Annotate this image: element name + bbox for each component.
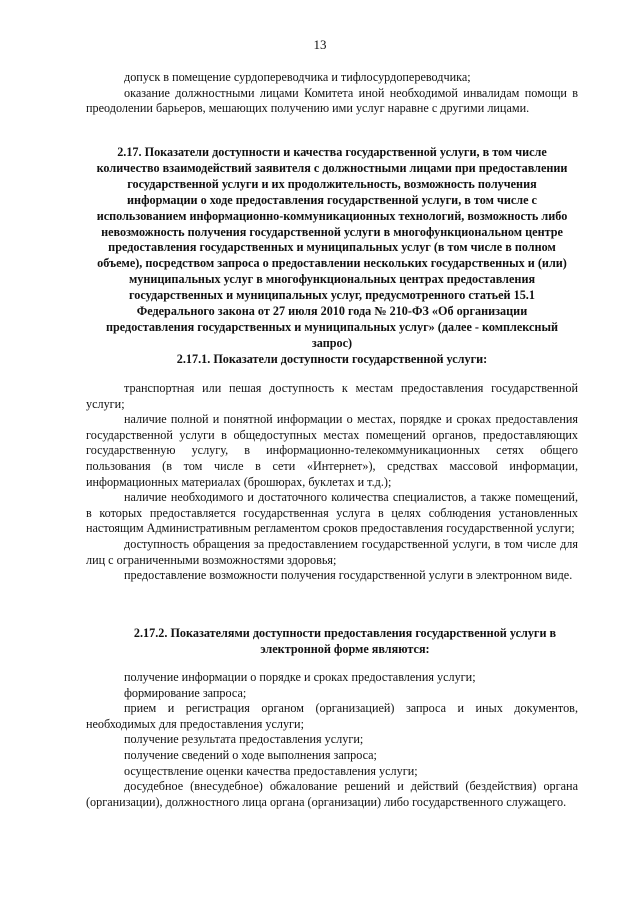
list-item: осуществление оценки качества предоставления услуги; [124, 763, 418, 778]
list-item: получение результата предоставления услуги; [124, 732, 364, 747]
section-heading-2-17-2: 2.17.2. Показателями доступности предоставления государственной услуги в электронной форме являются: [133, 626, 557, 656]
list-item: предоставление возможности получения государственной услуги в электронном виде. [124, 568, 573, 583]
section-2-17-2-heading-wrap [110, 626, 580, 657]
section-2-17-1-heading-wrap [86, 352, 578, 368]
intro-list [86, 70, 578, 117]
list-item: прием и регистрация органом (организацией) запроса и иных документов, необходимых для предоставления услуги; [86, 701, 578, 731]
list-item: досудебное (внесудебное) обжалование решений и действий (бездействия) органа (организации), должностного лица органа (организации) либо государственного служащего. [86, 779, 578, 809]
list-item: наличие полной и понятной информации о местах, порядке и сроках предоставления государственной услуги в общедоступных местах помещений органов, предоставляющих государственную услугу, в информационно-телекоммуникационных сетях общего пользования (в том числе в сети «Интернет»), средствах массовой информации, информационных материалах (брошюрах, буклетах и т.д.); [86, 412, 578, 489]
list-item: получение информации о порядке и сроках предоставления услуги; [124, 670, 476, 684]
list-item: доступность обращения за предоставлением государственной услуги, в том числе для лиц с ограниченными возможностями здоровья; [86, 536, 578, 567]
section-2-17-2-list [86, 670, 578, 810]
list-item: получение сведений о ходе выполнения запроса; [124, 747, 377, 762]
list-item: допуск в помещение сурдопереводчика и тифлосурдопереводчика; [124, 70, 471, 84]
list-item: транспортная или пешая доступность к местам предоставления государственной услуги; [86, 381, 578, 411]
section-heading-2-17-1: 2.17.1. Показатели доступности государственной услуги: [176, 352, 488, 366]
section-heading-2-17: 2.17. Показатели доступности и качества государственной услуги, в том числе количество взаимодействий заявителя с должностными лицами при предоставлении государственной услуги и их продолжительность, возможность получения информации о ходе предоставления государственной услуги, в том числе с использованием информационно-коммуникационных технологий, возможность либо невозможность получения государственной услуги в многофункциональном центре предоставления государственных и муниципальных услуг (в том числе в полном объеме), посредством запроса о предоставлении нескольких государственных и (или) муниципальных услуг в многофункциональных центрах предоставления государственных и муниципальных услуг, предусмотренного статьей 15.1 Федерального закона от 27 июля 2010 года № 210-ФЗ «Об организации предоставления государственных и муниципальных услуг» (далее - комплексный запрос) [96, 145, 568, 350]
list-item: наличие необходимого и достаточного количества специалистов, а также помещений, в которых предоставляется государственная услуга в целях соблюдения установленных настоящим Административным регламентом сроков предоставления государственной услуги; [86, 490, 578, 536]
section-2-17 [92, 145, 572, 352]
list-item: оказание должностными лицами Комитета иной необходимой инвалидам помощи в преодолении барьеров, мешающих получению ими услуг наравне с другими лицами. [86, 85, 578, 116]
page-number: 13 [313, 37, 327, 52]
section-2-17-1-list [86, 381, 578, 584]
list-item: формирование запроса; [124, 685, 247, 700]
